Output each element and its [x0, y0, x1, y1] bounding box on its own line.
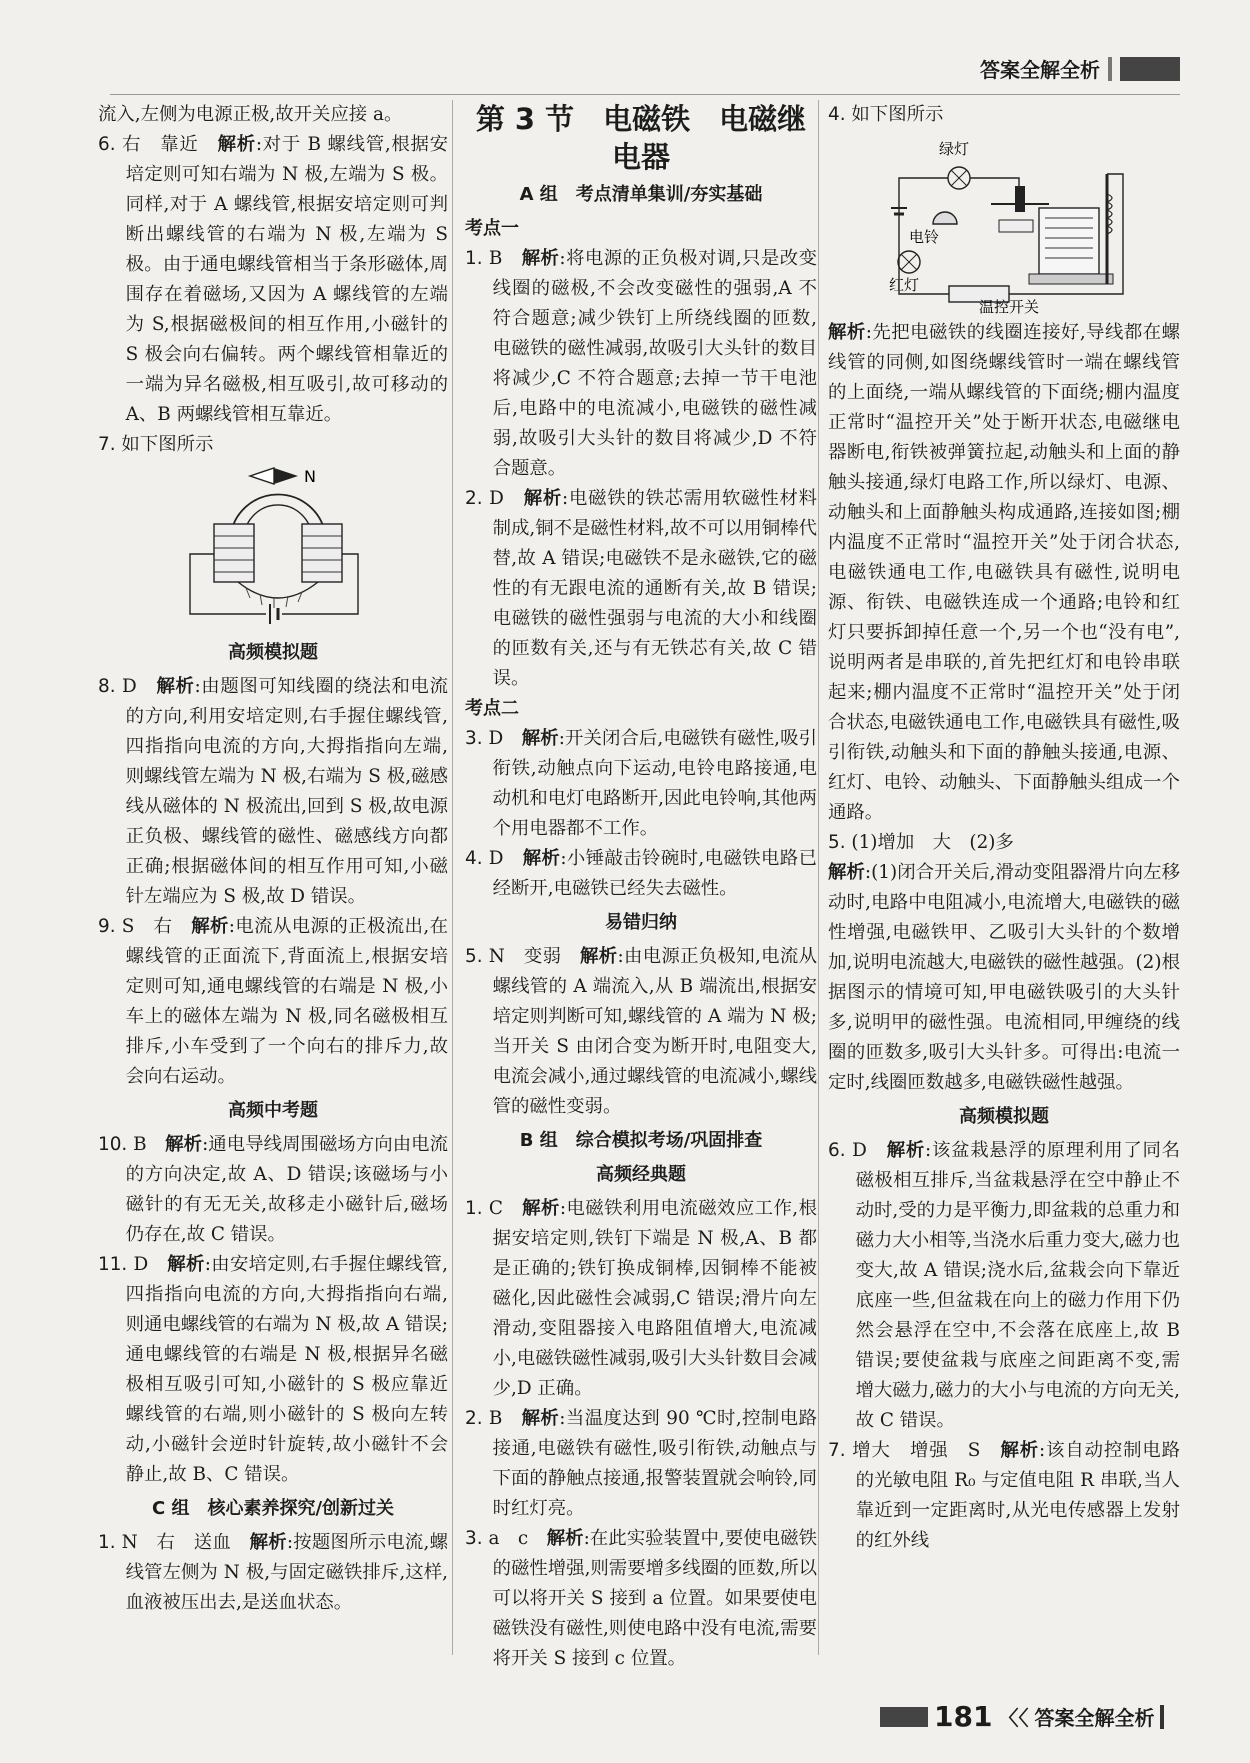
answer-7	[828, 1436, 1180, 1556]
analysis-label: 解析	[523, 488, 563, 509]
item-number: 4.	[828, 104, 846, 125]
answer-7	[98, 430, 448, 460]
compass-needle-south	[250, 468, 274, 484]
analysis-label: 解析	[522, 1198, 560, 1219]
red-lamp-label: 红灯	[889, 276, 920, 294]
topic-heading: 考点一	[465, 218, 519, 239]
section-title	[465, 100, 817, 176]
answer: D	[488, 848, 523, 869]
item-number: 5.	[828, 832, 846, 853]
analysis-label: 解析	[521, 728, 559, 749]
item-number: 10.	[98, 1134, 128, 1155]
analysis-label: 解析	[886, 1140, 926, 1161]
compass-needle-north	[274, 468, 298, 484]
header-block	[1120, 57, 1180, 81]
analysis-text: :按题图所示电流,螺线管左侧为 N 极,与固定磁铁排斥,这样,血液被压出去,是送血状态。	[125, 1532, 448, 1613]
continued-text: 流入,左侧为电源正极,故开关应接 a。	[98, 104, 403, 125]
relay-circuit-figure	[879, 134, 1129, 314]
answer-6	[828, 1136, 1180, 1436]
footer-block	[880, 1707, 928, 1727]
analysis-text: :由题图可知线圈的绕法和电流的方向,利用安培定则,右手握住螺线管,四指指向电流的方向,大拇指指向左端,则螺线管左端为 N 极,右端为 S 极,磁感线从磁体的 N 极流出,回到 S 极,故电源正负极、螺线管的磁性、磁感线方向都正确;根据磁体间的相互作用可知,小磁针左端应为 S 极,故 D 错误。	[125, 676, 448, 907]
analysis-text: :该自动控制电路的光敏电阻 R₀ 与定值电阻 R 串联,当人靠近到一定距离时,从光电传感器上发射的红外线	[855, 1440, 1180, 1551]
group-heading: B 组 综合模拟考场/巩固排查	[519, 1130, 763, 1151]
item-number: 1.	[465, 1198, 483, 1219]
item-number: 7.	[98, 434, 116, 455]
answer-text: 如下图所示	[121, 434, 214, 455]
item-number: 1.	[98, 1532, 116, 1553]
answer: B	[133, 1134, 166, 1155]
item-number: 6.	[98, 134, 116, 155]
analysis-label: 解析	[546, 1528, 584, 1549]
analysis-text: :将电源的正负极对调,只是改变线圈的磁极,不会改变磁性的强弱,A 不符合题意;减少铁钉上所绕线圈的匝数,电磁铁的磁性减弱,故吸引大头针的数目将减少,C 不符合题意;去掉一节干电池后,电路中的电流减小,电磁铁的磁性减弱,故吸引大头针的数目将减少,D 不符合题意。	[492, 248, 817, 479]
armature	[1015, 186, 1025, 212]
left-coil	[214, 524, 254, 582]
answer: B	[488, 248, 522, 269]
column-1	[98, 100, 448, 1618]
header-title: 答案全解全析	[980, 58, 1100, 82]
north-label: N	[304, 467, 316, 486]
analysis-text: :电磁铁利用电流磁效应工作,根据安培定则,铁钉下端是 N 极,A、B 都是正确的;铁钉换成铜棒,因铜棒不能被磁化,因此磁性会减弱,C 错误;滑片向左滑动,变阻器接入电路阻值增大,电流减小,电磁铁磁性减弱,吸引大头针数目会减少,D 正确。	[492, 1198, 817, 1399]
item-number: 8.	[98, 676, 116, 697]
title-line-1: 第 3 节 电磁铁 电磁继	[475, 102, 807, 136]
answer-3	[465, 724, 817, 844]
analysis-text: :当温度达到 90 ℃时,控制电路接通,电磁铁有磁性,吸引衔铁,动触点与下面的静触点接通,报警装置就会响铃,同时红灯亮。	[492, 1408, 817, 1519]
answer-c1	[98, 1528, 448, 1618]
answer-4	[465, 844, 817, 904]
column-2	[465, 100, 817, 1674]
answer: a c	[488, 1528, 547, 1549]
top-rule	[110, 94, 1180, 95]
page-header	[980, 54, 1180, 83]
analysis-label: 解析	[580, 946, 618, 967]
footer-chevrons: 〈〈	[998, 1706, 1029, 1730]
solenoid-figure	[178, 464, 368, 634]
item-number: 2.	[465, 488, 483, 509]
answer: N 变弱	[488, 946, 581, 967]
answer: D	[489, 488, 524, 509]
analysis-text: :电磁铁的铁芯需用软磁性材料制成,铜不是磁性材料,故不可以用铜棒代替,故 A 错误;电磁铁不是永磁铁,它的磁性的有无跟电流的通断有关,故 B 错误;电磁铁的磁性强弱与电流的大小和线圈的匝数有关,还与有无铁芯有关,故 C 错误。	[492, 488, 817, 689]
right-coil	[302, 524, 342, 582]
header-separator	[1108, 57, 1112, 81]
answer-text: 如下图所示	[851, 104, 944, 125]
answer: 右 靠近	[122, 134, 218, 155]
answer: D	[122, 676, 157, 697]
bell	[933, 212, 957, 224]
page-number: 181	[934, 1700, 993, 1733]
group-heading: C 组 核心素养探究/创新过关	[151, 1498, 395, 1519]
section-heading: 高频中考题	[228, 1100, 318, 1121]
answer-5	[828, 828, 1180, 858]
analysis-label: 解析	[156, 676, 195, 697]
analysis-label: 解析	[191, 916, 229, 937]
base	[1029, 274, 1113, 284]
answer: D	[852, 1140, 887, 1161]
column-divider-2	[818, 100, 819, 1655]
analysis-label: 解析	[522, 848, 561, 869]
answer-4-analysis	[828, 318, 1180, 828]
answer-1	[465, 244, 817, 484]
column-divider-1	[452, 100, 453, 1655]
item-number: 2.	[465, 1408, 483, 1429]
analysis-label: 解析	[828, 322, 866, 343]
answer-b3	[465, 1524, 817, 1674]
analysis-text: :(1)闭合开关后,滑动变阻器滑片向左移动时,电路中电阻减小,电流增大,电磁铁的磁性增强,电磁铁甲、乙吸引大头针的个数增加,说明电流越大,电磁铁的磁性越强。(2)根据图示的情境可知,甲电磁铁吸引的大头针多,说明甲的磁性强。电流相同,甲缠绕的线圈的匝数多,吸引大头针多。可得出:电流一定时,线圈匝数越多,电磁铁磁性越强。	[828, 862, 1180, 1093]
item-number: 4.	[465, 848, 483, 869]
answer: D	[133, 1254, 168, 1275]
item-number: 7.	[828, 1440, 846, 1461]
analysis-text: :先把电磁铁的线圈连接好,导线都在螺线管的同侧,如图绕螺线管时一端在螺线管的上面绕,一端从螺线管的下面绕;棚内温度正常时“温控开关”处于断开状态,电磁继电器断电,衔铁被弹簧拉起,动触头和上面的静触头接通,绿灯电路工作,所以绿灯、电源、动触头和上面静触头构成通路,连接如图;棚内温度不正常时“温控开关”处于闭合状态,电磁铁通电工作,电磁铁具有磁性,说明电源、衔铁、电磁铁连成一个通路;电铃和红灯只要拆卸掉任意一个,另一个也“没有电”,说明两者是串联的,首先把红灯和电铃串联起来;棚内温度不正常时“温控开关”处于闭合状态,电磁铁通电工作,电磁铁具有磁性,吸引衔铁,动触头和下面的静触头接通,电源、红灯、电铃、动触头、下面静触头组成一个通路。	[828, 322, 1180, 823]
item-number: 1.	[465, 248, 483, 269]
item-number: 5.	[465, 946, 483, 967]
analysis-label: 解析	[521, 248, 560, 269]
answer-5	[465, 942, 817, 1122]
section-heading: 易错归纳	[605, 912, 677, 933]
analysis-text: :在此实验装置中,要使电磁铁的磁性增强,则需要增多线圈的匝数,所以可以将开关 S 接到 a 位置。如果要使电磁铁没有磁性,则使电路中没有电流,需要将开关 S 接到 c 位置。	[492, 1528, 817, 1669]
analysis-label: 解析	[1000, 1440, 1040, 1461]
analysis-label: 解析	[249, 1532, 287, 1553]
green-lamp-label: 绿灯	[939, 140, 970, 158]
answer: N 右 送血	[121, 1532, 250, 1553]
analysis-label: 解析	[217, 134, 256, 155]
answer-5-analysis	[828, 858, 1180, 1098]
answer-10	[98, 1130, 448, 1250]
group-heading: A 组 考点清单集训/夯实基础	[519, 184, 763, 205]
footer-bar	[1160, 1705, 1164, 1729]
item-number: 9.	[98, 916, 116, 937]
item-number: 3.	[465, 728, 483, 749]
analysis-text: :对于 B 螺线管,根据安培定则可知右端为 N 极,左端为 S 极。同样,对于 A 螺线管,根据安培定则可判断出螺线管的右端为 N 极,左端为 S 极。由于通电螺线管相当于条形磁体,周围存在着磁场,又因为 A 螺线管的左端为 S,根据磁极间的相互作用,小磁针的 S 极会向右偏转。两个螺线管相靠近的一端为异名磁极,相互吸引,故可移动的 A、B 两螺线管相互靠近。	[125, 134, 448, 425]
answer: C	[488, 1198, 523, 1219]
analysis-text: :由电源正负极知,电流从螺线管的 A 端流入,从 B 端流出,根据安培定则判断可知,螺线管的 A 端为 N 极;当开关 S 由闭合变为断开时,电阻变大,电流会减小,通过螺线管的电流减小,螺线管的磁性变弱。	[492, 946, 817, 1117]
title-line-2: 电器	[611, 140, 670, 174]
answer-b1	[465, 1194, 817, 1404]
bell-label: 电铃	[909, 228, 940, 246]
item-number: 6.	[828, 1140, 846, 1161]
answer: (1)增加 大 (2)多	[851, 832, 1014, 853]
analysis-label: 解析	[167, 1254, 205, 1275]
answer-4-figure-intro	[828, 100, 1180, 130]
analysis-text: :由安培定则,右手握住螺线管,四指指向电流的方向,大拇指指向右端,则通电螺线管的右端为 N 极,故 A 错误;通电螺线管的右端是 N 极,根据异名磁极相互吸引可知,小磁针的 S 极应靠近螺线管的右端,则小磁针的 S 极向左转动,小磁针会逆时针旋转,故小磁针不会静止,故 B、C 错误。	[125, 1254, 448, 1485]
answer-9	[98, 912, 448, 1092]
static-contact-lower	[999, 220, 1033, 232]
section-heading: 高频模拟题	[959, 1106, 1049, 1127]
item-number: 3.	[465, 1528, 483, 1549]
item-number: 11.	[98, 1254, 128, 1275]
analysis-text: :通电导线周围磁场方向由电流的方向决定,故 A、D 错误;该磁场与小磁针的有无无关,故移走小磁针后,磁场仍存在,故 C 错误。	[125, 1134, 448, 1245]
section-heading: 高频模拟题	[228, 642, 318, 663]
analysis-text: :电流从电源的正极流出,在螺线管的正面流下,背面流上,根据安培定则可知,通电螺线管的右端是 N 极,小车上的磁体左端为 N 极,同名磁极相互排斥,小车受到了一个向右的排斥力,故会向右运动。	[125, 916, 448, 1087]
analysis-text: :该盆栽悬浮的原理利用了同名磁极相互排斥,当盆栽悬浮在空中静止不动时,受的力是平衡力,即盆栽的总重力和磁力大小相等,当浇水后重力变大,磁力也变大,故 A 错误;浇水后,盆栽会向下靠近底座一些,但盆栽在向上的磁力作用下仍然会悬浮在空中,不会落在底座上,故 B 错误;要使盆栽与底座之间距离不变,需增大磁力,磁力的大小与电流的方向无关,故 C 错误。	[855, 1140, 1180, 1431]
answer: 增大 增强 S	[852, 1440, 1001, 1461]
answer: D	[488, 728, 522, 749]
answer-2	[465, 484, 817, 694]
analysis-label: 解析	[165, 1134, 203, 1155]
answer-11	[98, 1250, 448, 1490]
answer-6	[98, 130, 448, 430]
analysis-label: 解析	[521, 1408, 560, 1429]
analysis-text: :小锤敲击铃碗时,电磁铁电路已经断开,电磁铁已经失去磁性。	[492, 848, 817, 899]
analysis-label: 解析	[828, 862, 865, 883]
answer: B	[488, 1408, 522, 1429]
switch-label: 温控开关	[979, 298, 1040, 314]
answer: S 右	[121, 916, 192, 937]
answer-8	[98, 672, 448, 912]
topic-heading: 考点二	[465, 698, 519, 719]
page-footer	[880, 1700, 1164, 1733]
section-heading: 高频经典题	[596, 1164, 686, 1185]
column-3	[828, 100, 1180, 1556]
analysis-text: :开关闭合后,电磁铁有磁性,吸引衔铁,动触点向下运动,电铃电路接通,电动机和电灯电路断开,因此电铃响,其他两个用电器都不工作。	[492, 728, 817, 839]
answer-b2	[465, 1404, 817, 1524]
footer-title: 答案全解全析	[1034, 1706, 1155, 1730]
